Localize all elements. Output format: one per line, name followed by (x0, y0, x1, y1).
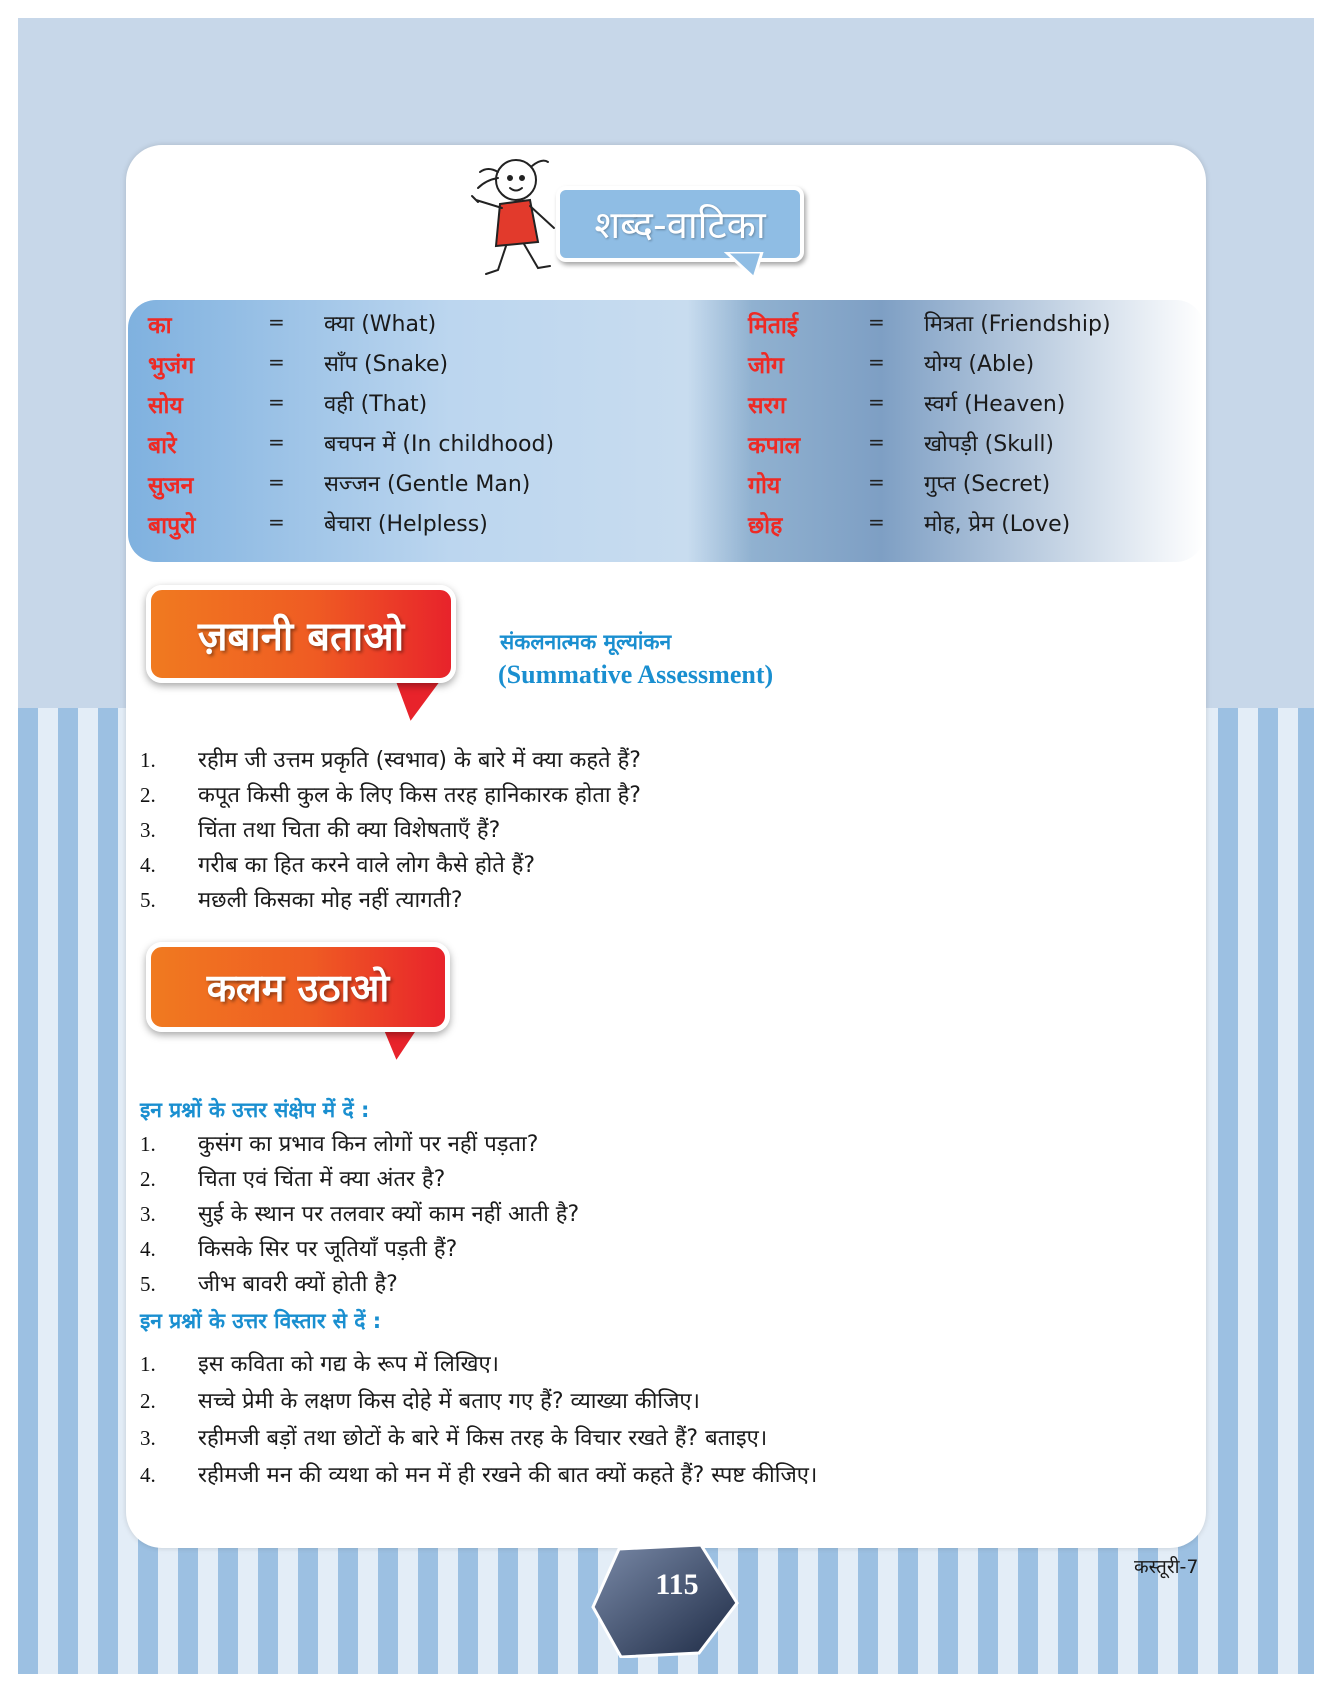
vocab-meaning: सज्जन (Gentle Man) (324, 472, 531, 497)
list-item (140, 1268, 1140, 1302)
vocab-word: मिताई (748, 313, 799, 339)
vocab-equals: = (268, 310, 285, 334)
vocab-meaning: खोपड़ी (Skull) (924, 432, 1055, 457)
list-item (140, 1422, 1140, 1456)
question-number: 2. (140, 783, 156, 807)
vocab-equals: = (268, 350, 285, 374)
vocab-meaning: वही (That) (324, 392, 428, 417)
list-item (140, 779, 1140, 813)
vocab-word: सरग (748, 393, 786, 419)
list-item (140, 1128, 1140, 1162)
question-number: 2. (140, 1389, 156, 1413)
list-item (140, 1163, 1140, 1197)
vocab-meaning: मित्रता (Friendship) (924, 312, 1111, 337)
question-number: 4. (140, 1237, 156, 1261)
vocab-equals: = (868, 430, 885, 454)
vocab-word: छोह (748, 513, 783, 539)
question-text: चिता एवं चिंता में क्या अंतर है? (198, 1167, 446, 1192)
question-number: 3. (140, 1202, 156, 1226)
vocab-equals: = (268, 430, 285, 454)
oral-label-text: ज़बानी बताओ (146, 585, 456, 683)
vocab-meaning: क्या (What) (324, 312, 437, 337)
question-text: इस कविता को गद्य के रूप में लिखिए। (198, 1352, 499, 1377)
vocab-meaning: मोह, प्रेम (Love) (924, 512, 1071, 537)
page-number: 115 (655, 1568, 699, 1601)
list-item (140, 1459, 1140, 1493)
question-text: कपूत किसी कुल के लिए किस तरह हानिकारक होता है? (198, 783, 641, 808)
vocab-word: गोय (748, 473, 781, 499)
vocab-row (748, 308, 1204, 346)
vocab-meaning: स्वर्ग (Heaven) (924, 392, 1066, 417)
question-text: चिंता तथा चिता की क्या विशेषताएँ हैं? (198, 818, 501, 843)
vocab-equals: = (868, 310, 885, 334)
list-item (140, 744, 1140, 778)
vocab-row (148, 428, 748, 466)
vocab-meaning: साँप (Snake) (324, 352, 449, 377)
question-number: 1. (140, 1352, 156, 1376)
question-text: सुई के स्थान पर तलवार क्यों काम नहीं आती है? (198, 1202, 580, 1227)
list-item (140, 1348, 1140, 1382)
vocab-word: कपाल (748, 433, 801, 459)
vocab-word: भुजंग (148, 353, 195, 379)
vocab-word: बापुरो (148, 513, 196, 539)
question-text: सच्चे प्रेमी के लक्षण किस दोहे में बताए गए हैं? व्याख्या कीजिए। (198, 1389, 700, 1414)
question-text: जीभ बावरी क्यों होती है? (198, 1272, 398, 1297)
list-item (140, 1233, 1140, 1267)
question-number: 3. (140, 818, 156, 842)
vocab-equals: = (868, 470, 885, 494)
vocabulary-band (128, 300, 1204, 562)
speech-tail-icon (724, 252, 764, 280)
vocab-equals: = (268, 510, 285, 534)
vocab-row (748, 388, 1204, 426)
list-item (140, 1198, 1140, 1232)
book-title: कस्तूरी-7 (1134, 1556, 1199, 1578)
vocab-row (148, 308, 748, 346)
question-text: किसके सिर पर जूतियाँ पड़ती हैं? (198, 1237, 458, 1262)
written-label-text: कलम उठाओ (146, 942, 450, 1032)
vocab-equals: = (868, 390, 885, 414)
vocab-meaning: बेचारा (Helpless) (324, 512, 488, 537)
long-answer-heading: इन प्रश्नों के उत्तर विस्तार से दें : (140, 1309, 382, 1333)
list-item (140, 814, 1140, 848)
list-item (140, 849, 1140, 883)
short-answer-heading: इन प्रश्नों के उत्तर संक्षेप में दें : (140, 1098, 370, 1122)
list-item (140, 884, 1140, 918)
vocab-row (748, 468, 1204, 506)
question-text: कुसंग का प्रभाव किन लोगों पर नहीं पड़ता? (198, 1132, 539, 1157)
question-text: रहीमजी मन की व्यथा को मन में ही रखने की बात क्यों कहते हैं? स्पष्ट कीजिए। (198, 1463, 818, 1488)
vocab-row (748, 508, 1204, 546)
vocab-row (748, 428, 1204, 466)
vocab-meaning: बचपन में (In childhood) (324, 432, 555, 457)
vocab-word: सोय (148, 393, 183, 419)
question-text: रहीमजी बड़ों तथा छोटों के बारे में किस तरह के विचार रखते हैं? बताइए। (198, 1426, 768, 1451)
vocab-row (148, 388, 748, 426)
vocab-equals: = (268, 390, 285, 414)
question-number: 2. (140, 1167, 156, 1191)
question-number: 3. (140, 1426, 156, 1450)
heading-title: शब्द-वाटिका (556, 186, 804, 262)
vocab-row (148, 348, 748, 386)
question-text: रहीम जी उत्तम प्रकृति (स्वभाव) के बारे में क्या कहते हैं? (198, 748, 641, 773)
question-number: 1. (140, 1132, 156, 1156)
vocab-word: का (148, 313, 172, 339)
vocab-meaning: योग्य (Able) (924, 352, 1035, 377)
shabd-vatika-heading (556, 186, 800, 266)
question-text: गरीब का हित करने वाले लोग कैसे होते हैं? (198, 853, 536, 878)
vocab-row (748, 348, 1204, 386)
assessment-hindi: संकलनात्मक मूल्यांकन (500, 630, 672, 654)
question-number: 5. (140, 1272, 156, 1296)
vocab-equals: = (268, 470, 285, 494)
oral-section-label (146, 585, 466, 725)
vocab-row (148, 508, 748, 546)
question-number: 1. (140, 748, 156, 772)
question-text: मछली किसका मोह नहीं त्यागती? (198, 888, 463, 913)
assessment-english: (Summative Assessment) (498, 660, 774, 689)
vocab-equals: = (868, 350, 885, 374)
question-number: 4. (140, 1463, 156, 1487)
vocab-word: सुजन (148, 473, 194, 499)
vocab-meaning: गुप्त (Secret) (924, 472, 1051, 497)
vocab-equals: = (868, 510, 885, 534)
vocab-word: बारे (148, 433, 177, 459)
vocab-row (148, 468, 748, 506)
question-number: 4. (140, 853, 156, 877)
written-section-label (146, 942, 466, 1062)
list-item (140, 1385, 1140, 1419)
vocab-word: जोग (748, 353, 784, 379)
question-number: 5. (140, 888, 156, 912)
